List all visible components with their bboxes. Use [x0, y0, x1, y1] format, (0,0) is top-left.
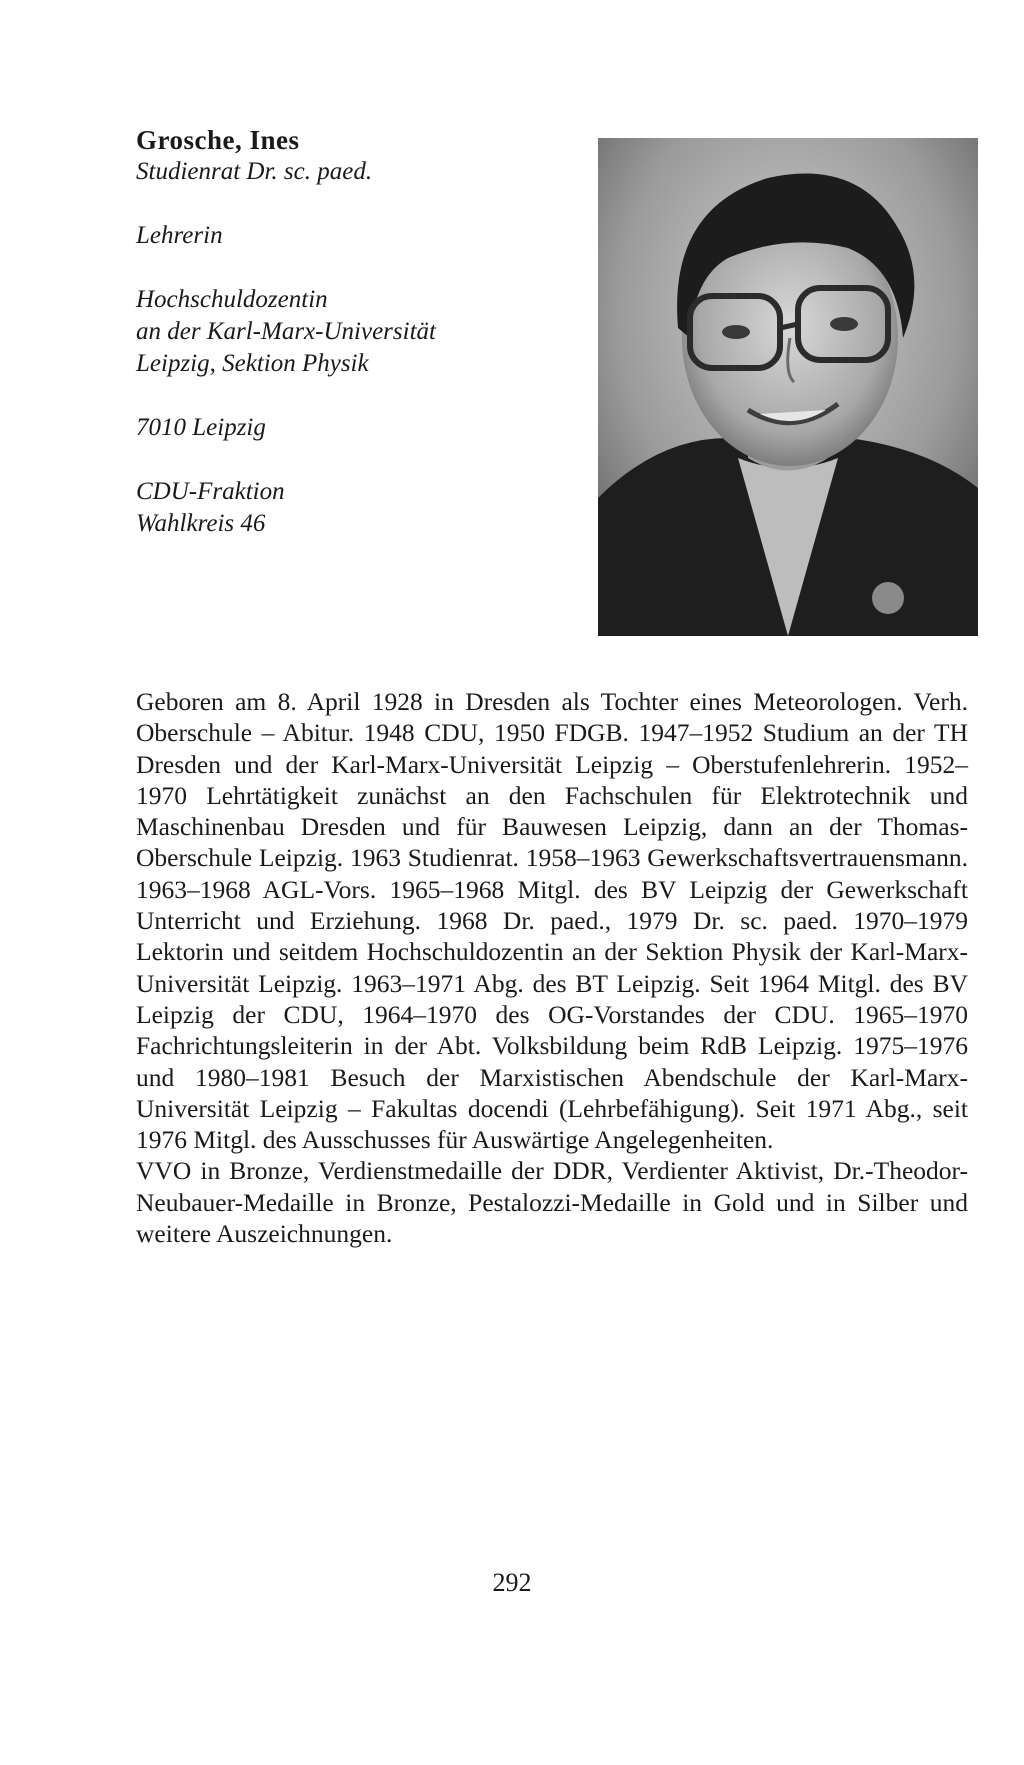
person-name: Grosche, Ines [136, 125, 300, 155]
awards-paragraph: VVO in Bronze, Verdienstmedaille der DDR, Verdienter Aktivist, Dr.-Theodor-Neubauer-Medaille in Bronze, Pestalozzi-Medaille in Gold und in Silber und weitere Auszeichnungen. [136, 1156, 968, 1249]
position-line: Hochschuldozentin [136, 286, 328, 313]
portrait-photo [598, 138, 978, 636]
academic-title: Studienrat Dr. sc. paed. [136, 158, 373, 185]
faction: CDU-Fraktion [136, 478, 285, 505]
portrait-illustration [598, 138, 978, 636]
biography [136, 686, 968, 1249]
location: 7010 Leipzig [136, 414, 266, 441]
biography-paragraph: Geboren am 8. April 1928 in Dresden als Tochter eines Meteorologen. Verh. Oberschule – Abitur. 1948 CDU, 1950 FDGB. 1947–1952 Studium an der TH Dresden und der Karl-Marx-Universität Leipzig – Oberstufenlehrerin. 1952–1970 Lehrtätigkeit zunächst an den Fachschulen für Elektrotechnik und Maschinenbau Dresden und für Bauwesen Leipzig, dann an der Thomas-Oberschule Leipzig. 1963 Studienrat. 1958–1963 Gewerkschaftsvertrauensmann. 1963–1968 AGL-Vors. 1965–1968 Mitgl. des BV Leipzig der Gewerkschaft Unterricht und Erziehung. 1968 Dr. paed., 1979 Dr. sc. paed. 1970–1979 Lektorin und seitdem Hochschuldozentin an der Sektion Physik der Karl-Marx-Universität Leipzig. 1963–1971 Abg. des BT Leipzig. Seit 1964 Mitgl. des BV Leipzig der CDU, 1964–1970 des OG-Vorstandes der CDU. 1965–1970 Fachrichtungsleiterin in der Abt. Volksbildung beim RdB Leipzig. 1975–1976 und 1980–1981 Besuch der Marxistischen Abendschule der Karl-Marx-Universität Leipzig – Fakultas docendi (Lehrbefähigung). Seit 1971 Abg., seit 1976 Mitgl. des Ausschusses für Auswärtige Angelegenheiten. [136, 687, 968, 1155]
constituency: Wahlkreis 46 [136, 510, 266, 537]
position-line: an der Karl-Marx-Universität [136, 318, 436, 345]
page-number: 292 [492, 1568, 532, 1597]
entry-header [136, 124, 576, 540]
position-line: Leipzig, Sektion Physik [136, 350, 369, 377]
occupation: Lehrerin [136, 222, 223, 249]
